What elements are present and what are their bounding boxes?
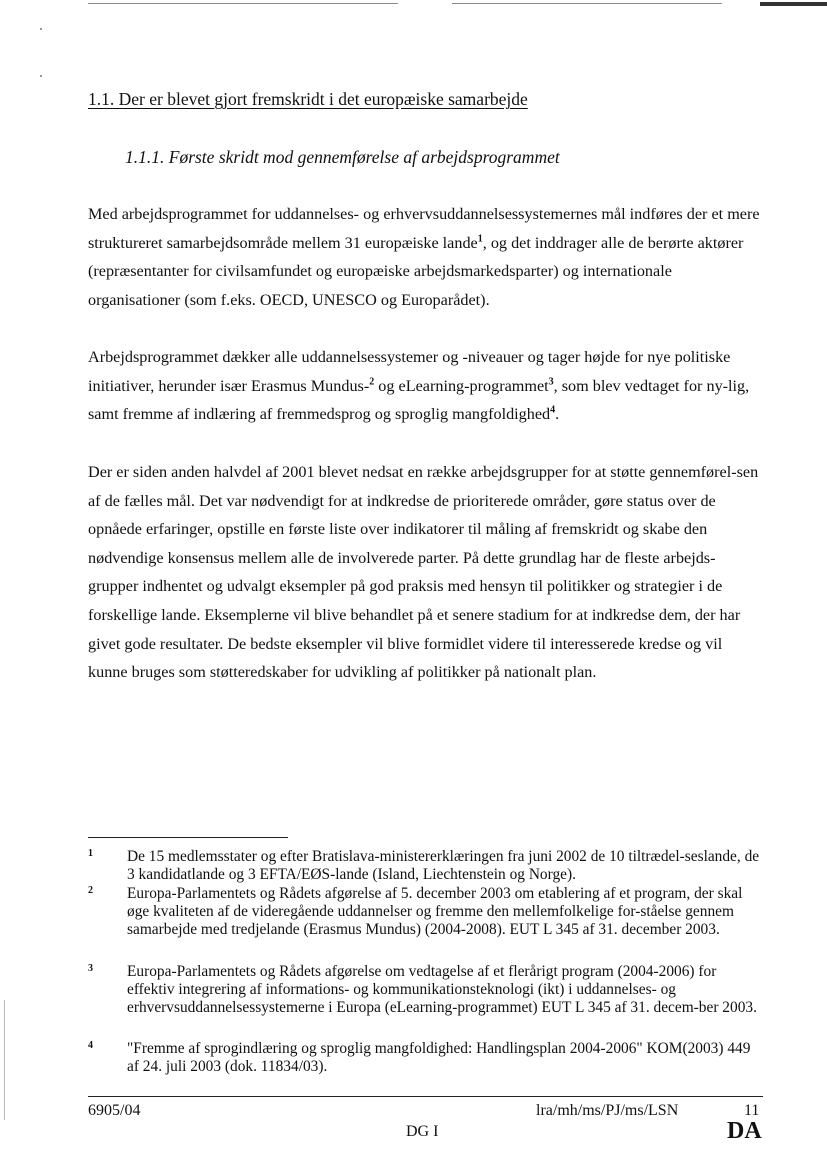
section-heading: 1.1. Der er blevet gjort fremskridt i det europæiske samarbejde — [88, 89, 528, 109]
language-code: DA — [727, 1118, 762, 1144]
footnote-reference: 2 — [369, 376, 375, 388]
paragraph-2 — [88, 343, 760, 429]
footnote-text: "Fremme af sprogindlæring og sproglig mangfoldighed: Handlingsplan 2004-2006" KOM(2003) 449 af 24. juli 2003 (dok. 11834/03). — [127, 1040, 751, 1075]
paragraph-text: Arbejdsprogrammet dækker alle uddannelsessystemer og -niveauer og tager højde for nye politiske initiativer, herunder især Erasmus Mundus- — [88, 348, 731, 395]
footnote-number: 3 — [88, 963, 93, 974]
footnote-reference: 3 — [548, 376, 554, 388]
footer-separator — [88, 1096, 763, 1097]
subsection-heading: 1.1.1. Første skridt mod gennemførelse af arbejdsprogrammet — [125, 147, 560, 167]
page-number: 11 — [744, 1102, 760, 1119]
scan-artifact-top — [452, 3, 722, 4]
scan-artifact-top — [88, 3, 398, 4]
footnote-text: Europa-Parlamentets og Rådets afgørelse om vedtagelse af et flerårigt program (2004-2006) for effektiv integrering af informations- og kommunikationsteknologi (ikt) i uddannelses- og erhvervsuddannelsessystemerne i Europa (eLearning-programmet) EUT L 345 af 31. decem-ber 2003. — [127, 963, 757, 1016]
footnote-number: 1 — [88, 848, 93, 859]
paragraph-text: . — [555, 405, 560, 424]
author-reference: lra/mh/ms/PJ/ms/LSN — [536, 1102, 679, 1119]
document-number: 6905/04 — [88, 1102, 141, 1119]
footnote-number: 4 — [88, 1040, 93, 1051]
paragraph-text: og eLearning-programmet — [374, 376, 549, 395]
footnote-reference: 4 — [550, 404, 556, 416]
footnote-number: 2 — [88, 885, 93, 896]
paragraph-3: Der er siden anden halvdel af 2001 blevet nedsat en række arbejdsgrupper for at støtte gennemførel-sen af de fælles mål. Det var nødvendigt for at indkredse de prioriterede områder, gøre status over de opnåede erfaringer, opstille en første liste over indikatorer til måling af fremskridt og skabe den nødvendige konsensus mellem alle de involverede parter. På dette grundlag har de fleste arbejds-grupper indhentet og udvalgt eksempler på god praksis med hensyn til politikker og strategier i de forskellige lande. Eksemplerne vil blive behandlet på et senere stadium for at indkredse dem, der har givet gode resultater. De bedste eksempler vil blive formidlet videre til interesserede kredse og vil kunne bruges som støtteredskaber for udvikling af politikker på nationalt plan. — [88, 463, 759, 682]
paragraph-text: , som blev vedtaget for ny-lig, samt fremme af indlæring af fremmedsprog og sproglig mangfoldighed — [88, 376, 750, 424]
scan-speck — [40, 28, 42, 30]
footnote-separator — [88, 837, 288, 838]
paragraph-text: Med arbejdsprogrammet for uddannelses- og erhvervsuddannelsessystemernes mål indføres der et mere struktureret samarbejdsområde mellem 31 europæiske lande — [88, 205, 760, 252]
footnote-text: De 15 medlemsstater og efter Bratislava-ministererklæringen fra juni 2002 de 10 tiltrædel-seslande, de 3 kandidatlande og 3 EFTA/EØS-lande (Island, Liechtenstein og Norge). — [127, 848, 760, 883]
scan-artifact-edge — [4, 1000, 5, 1120]
footnote-text: Europa-Parlamentets og Rådets afgørelse af 5. december 2003 om etablering af et program, der skal øge kvaliteten af de videregående uddannelser og fremme den mellemfolkelige for-ståelse gennem samarbejde med tredjelande (Erasmus Mundus) (2004-2008). EUT L 345 af 31. december 2003. — [127, 885, 743, 938]
footnote-reference: 1 — [477, 233, 483, 245]
scan-speck — [40, 75, 42, 77]
scan-artifact-corner — [760, 2, 827, 6]
paragraph-text: , og det inddrager alle de berørte aktører (repræsentanter for civilsamfundet og europæiske arbejdsmarkedsparter) og internationale organisationer (som f.eks. OECD, UNESCO og Europarådet). — [88, 233, 744, 309]
paragraph-1 — [88, 200, 760, 314]
department-code: DG I — [406, 1123, 439, 1140]
